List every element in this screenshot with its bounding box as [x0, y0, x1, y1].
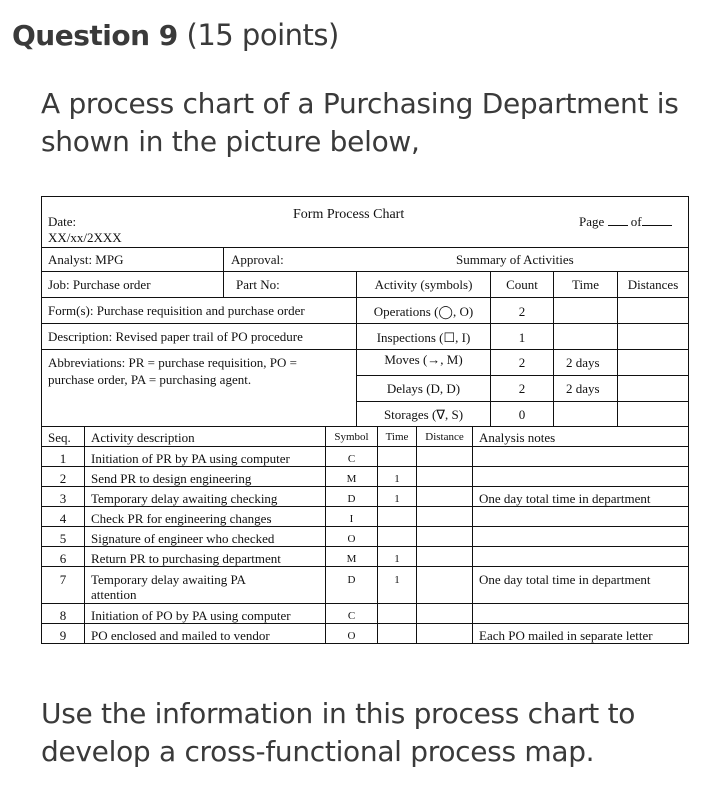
header-notes: Analysis notes: [479, 430, 556, 445]
summary-title: Summary of Activities: [456, 252, 574, 267]
header-symbol: Symbol: [334, 431, 369, 443]
row-symbol: I: [349, 513, 354, 525]
row-symbol: M: [346, 553, 357, 565]
abbreviations-line-1: Abbreviations: PR = purchase requisition, PO =: [48, 355, 297, 370]
row-time: 1: [394, 473, 400, 485]
header-activity: Activity description: [91, 430, 195, 445]
row-seq: 2: [59, 471, 67, 486]
summary-count: 2: [518, 355, 526, 370]
row-seq: 8: [59, 608, 67, 623]
question-instruction: Use the information in this process chart to develop a cross-functional process map.: [41, 697, 636, 768]
summary-header-count: Count: [506, 277, 538, 292]
row-notes: Each PO mailed in separate letter: [479, 628, 653, 643]
row-seq: 6: [59, 551, 67, 566]
header-time: Time: [385, 431, 409, 443]
summary-count: 2: [518, 304, 526, 319]
page-label: Page: [579, 214, 605, 229]
row-seq: 3: [59, 491, 67, 506]
summary-activity: Moves (→, M): [384, 352, 463, 367]
summary-time: 2 days: [566, 355, 600, 370]
row-symbol: C: [347, 453, 356, 465]
row-symbol: O: [347, 533, 356, 545]
summary-activity: Inspections (☐, I): [376, 330, 471, 345]
analyst: Analyst: MPG: [48, 252, 124, 267]
summary-activity: Storages (∇, S): [383, 407, 464, 422]
row-activity: Send PR to design engineering: [91, 471, 252, 486]
row-activity: Initiation of PR by PA using computer: [91, 451, 290, 466]
summary-header-activity: Activity (symbols): [374, 277, 473, 292]
approval: Approval:: [231, 252, 284, 267]
row-notes: One day total time in department: [479, 572, 651, 587]
part-no: Part No:: [236, 277, 280, 292]
row-activity: Temporary delay awaiting checking: [91, 491, 278, 506]
row-symbol: C: [347, 610, 356, 622]
row-activity: Temporary delay awaiting PA: [91, 572, 246, 587]
date-value: XX/xx/2XXX: [48, 230, 122, 245]
row-activity: Return PR to purchasing department: [91, 551, 281, 566]
question-label: Question 9: [12, 19, 178, 52]
row-activity: Initiation of PO by PA using computer: [91, 608, 291, 623]
page-blank: [608, 214, 628, 226]
row-seq: 5: [59, 531, 67, 546]
row-symbol: D: [347, 574, 356, 586]
summary-count: 1: [518, 330, 526, 345]
row-symbol: O: [347, 630, 356, 642]
header-seq: Seq.: [48, 430, 71, 445]
row-seq: 9: [59, 628, 67, 643]
row-time: 1: [394, 493, 400, 505]
form-title: Form Process Chart: [293, 207, 405, 222]
question-points: (15 points): [186, 18, 339, 52]
of-label: of: [630, 214, 642, 229]
question-intro: A process chart of a Purchasing Department is shown in the picture below,: [41, 87, 679, 158]
page-field: [579, 214, 672, 229]
summary-count: 0: [518, 407, 526, 422]
row-time: 1: [394, 553, 400, 565]
description: Description: Revised paper trail of PO procedure: [48, 329, 303, 344]
date-label: Date:: [48, 214, 77, 229]
row-symbol: M: [346, 473, 357, 485]
row-activity: Signature of engineer who checked: [91, 531, 275, 546]
row-activity: Check PR for engineering changes: [91, 511, 272, 526]
row-activity: PO enclosed and mailed to vendor: [91, 628, 270, 643]
summary-header-time: Time: [572, 277, 599, 292]
forms: Form(s): Purchase requisition and purchase order: [48, 303, 305, 318]
summary-time: 2 days: [566, 381, 600, 396]
of-blank: [642, 214, 672, 226]
header-distance: Distance: [425, 431, 464, 443]
row-time: 1: [394, 574, 400, 586]
row-symbol: D: [347, 493, 356, 505]
row-seq: 4: [59, 511, 67, 526]
summary-activity: Operations (◯, O): [373, 304, 474, 319]
summary-activity: Delays (D, D): [386, 381, 461, 396]
summary-header-distances: Distances: [627, 277, 679, 292]
row-seq: 1: [59, 451, 67, 466]
row-notes: One day total time in department: [479, 491, 651, 506]
summary-count: 2: [518, 381, 526, 396]
row-seq: 7: [59, 572, 67, 587]
job: Job: Purchase order: [48, 277, 151, 292]
row-activity-continued: attention: [91, 587, 137, 602]
abbreviations-line-2: purchase order, PA = purchasing agent.: [48, 372, 252, 387]
